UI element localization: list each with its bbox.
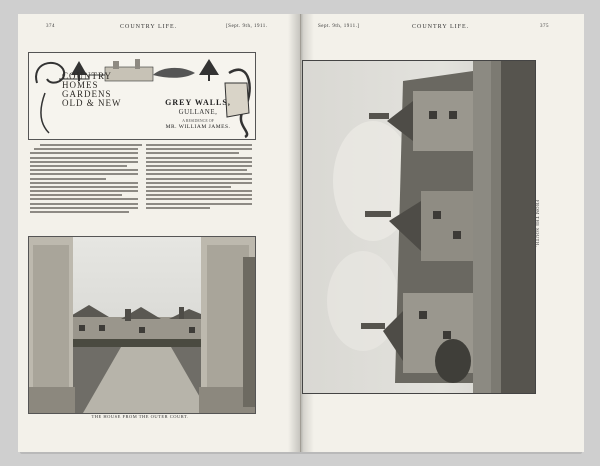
residence-line: A RESIDENCE OF xyxy=(182,118,214,123)
left-photo-caption: THE HOUSE FROM THE OUTER COURT. xyxy=(91,414,189,419)
article-owner: MR. WILLIAM JAMES. xyxy=(165,124,231,130)
series-title-line-1: COUNTRY xyxy=(62,71,113,81)
right-page-number: 375 xyxy=(540,24,549,29)
series-title xyxy=(62,72,154,108)
series-title-line-4: OLD & NEW xyxy=(62,98,122,108)
left-date: [Sept. 9th, 1911. xyxy=(226,24,268,29)
article-title: GREY WALLS, xyxy=(165,98,231,107)
outer-court-photograph xyxy=(29,237,255,413)
body-text-column-left xyxy=(30,144,138,220)
house-from-outer-court-photo xyxy=(28,236,256,414)
left-page-number: 374 xyxy=(46,24,55,29)
article-title-block xyxy=(150,98,246,130)
body-text-column-right xyxy=(146,144,252,220)
left-running-head: COUNTRY LIFE. xyxy=(120,24,178,30)
south-view-photograph xyxy=(303,61,535,393)
right-photo-side-caption: FROM THE SOUTH. xyxy=(535,200,540,248)
house-from-south-photo xyxy=(302,60,536,394)
article-place: GULLANE, xyxy=(178,108,218,116)
right-date: Sept. 9th, 1911.] xyxy=(318,24,360,29)
series-title-line-3: GARDENS xyxy=(62,89,112,99)
series-title-line-2: HOMES xyxy=(62,80,99,90)
right-running-head: COUNTRY LIFE. xyxy=(412,24,470,30)
